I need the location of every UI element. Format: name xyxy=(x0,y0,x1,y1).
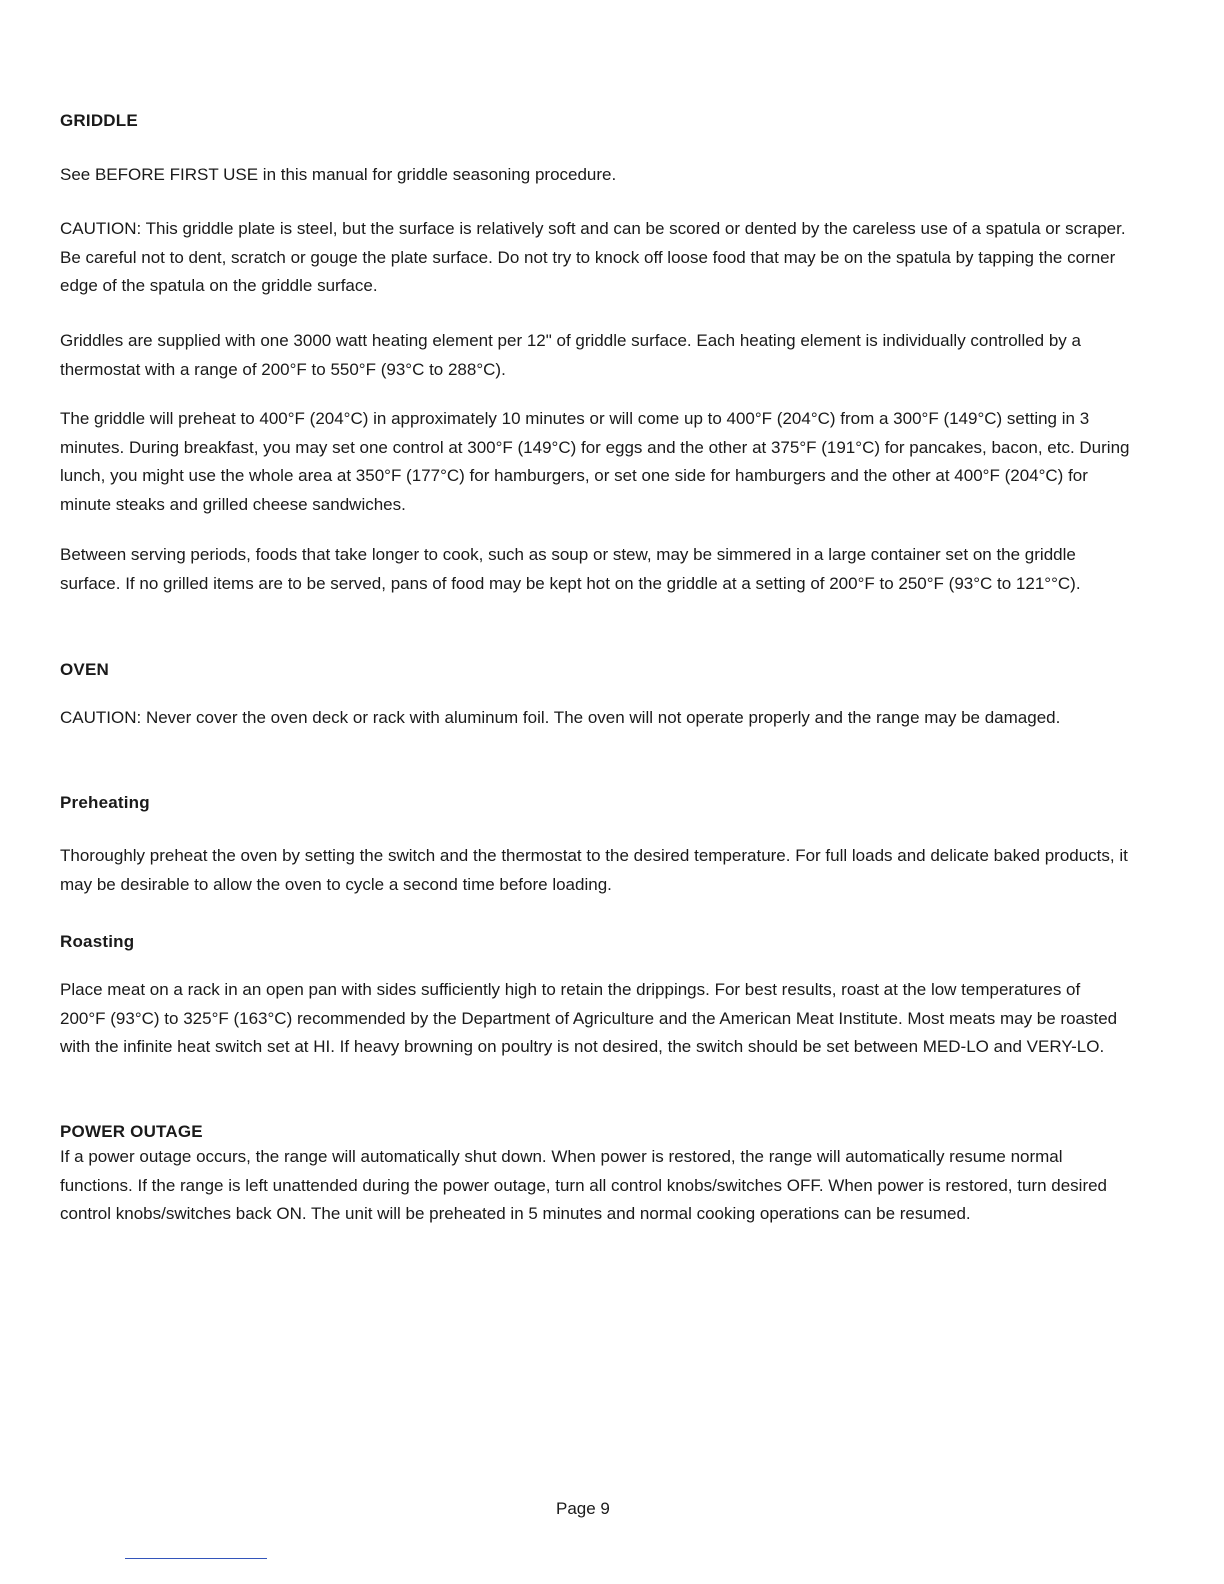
oven-heading: OVEN xyxy=(60,660,109,679)
roasting-paragraph: Place meat on a rack in an open pan with sides sufficiently high to retain the drippings. For best results, roast at the low temperatures of 200°F (93°C) to 325°F (163°C) recommended by the Department of Agriculture and the American Meat Institute. Most meats may be roasted with the infinite heat switch set at HI. If heavy browning on poultry is not desired, the switch should be set between MED-LO and VERY-LO. xyxy=(60,980,1118,1056)
power-outage-paragraph: If a power outage occurs, the range will automatically shut down. When power is restored, the range will automatically resume normal functions. If the range is left unattended during the power outage, turn all control knobs/switches OFF. When power is restored, turn desired control knobs/switches back ON. The unit will be preheated in 5 minutes and normal cooking operations can be resumed. xyxy=(60,1147,1108,1223)
preheating-subheading: Preheating xyxy=(60,793,150,812)
griddle-seasoning-note: See BEFORE FIRST USE in this manual for griddle seasoning procedure. xyxy=(60,165,617,184)
griddle-heading: GRIDDLE xyxy=(60,111,138,130)
oven-caution-paragraph: CAUTION: Never cover the oven deck or rack with aluminum foil. The oven will not operate properly and the range may be damaged. xyxy=(60,708,1061,727)
power-outage-heading: POWER OUTAGE xyxy=(60,1122,203,1141)
page-number: Page 9 xyxy=(556,1499,610,1518)
griddle-heating-element-paragraph: Griddles are supplied with one 3000 watt heating element per 12" of griddle surface. Each heating element is individually controlled by a thermostat with a range of 200°F to 550°F (93°C to 288°C). xyxy=(60,331,1081,379)
griddle-preheat-paragraph: The griddle will preheat to 400°F (204°C) in approximately 10 minutes or will come up to 400°F (204°C) from a 300°F (149°C) setting in 3 minutes. During breakfast, you may set one control at 300°F (149°C) for eggs and the other at 375°F (191°C) for pancakes, bacon, etc. During lunch, you might use the whole area at 350°F (177°C) for hamburgers, or set one side for hamburgers and the other at 400°F (204°C) for minute steaks and grilled cheese sandwiches. xyxy=(60,409,1130,514)
footer-rule xyxy=(125,1558,267,1559)
griddle-serving-periods-paragraph: Between serving periods, foods that take longer to cook, such as soup or stew, may be simmered in a large container set on the griddle surface. If no grilled items are to be served, pans of food may be kept hot on the griddle at a setting of 200°F to 250°F (93°C to 121°°C). xyxy=(60,545,1081,593)
preheating-paragraph: Thoroughly preheat the oven by setting the switch and the thermostat to the desired temperature. For full loads and delicate baked products, it may be desirable to allow the oven to cycle a second time before loading. xyxy=(60,846,1128,894)
griddle-caution-paragraph: CAUTION: This griddle plate is steel, but the surface is relatively soft and can be scored or dented by the careless use of a spatula or scraper. Be careful not to dent, scratch or gouge the plate surface. Do not try to knock off loose food that may be on the spatula by tapping the corner edge of the spatula on the griddle surface. xyxy=(60,219,1126,295)
roasting-subheading: Roasting xyxy=(60,932,135,951)
